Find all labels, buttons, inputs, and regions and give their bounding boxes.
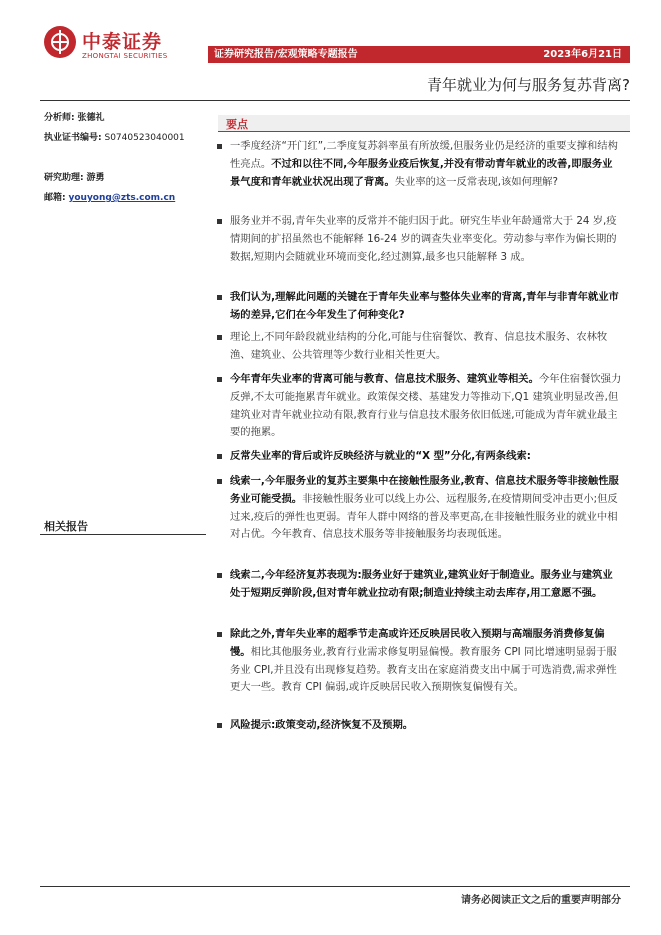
logo-emblem-icon bbox=[44, 26, 76, 58]
related-reports-heading: 相关报告 bbox=[44, 520, 88, 533]
related-reports-divider bbox=[40, 534, 206, 535]
cert-label: 执业证书编号: bbox=[44, 133, 102, 143]
title-divider bbox=[40, 100, 630, 101]
email-link[interactable]: youyong@zts.com.cn bbox=[68, 193, 176, 203]
analyst-row bbox=[44, 110, 105, 123]
bullet-icon bbox=[217, 377, 222, 382]
assistant-name: 游勇 bbox=[86, 173, 105, 183]
company-logo bbox=[44, 26, 194, 68]
analyst-name: 张德礼 bbox=[77, 113, 105, 123]
keypoint-paragraph: 理论上,不同年龄段就业结构的分化,可能与住宿餐饮、教育、信息技术服务、农林牧渔、建筑业、公共管理等少数行业相关性更大。 bbox=[230, 329, 622, 365]
keypoint-paragraph: 除此之外,青年失业率的超季节走高或许还反映居民收入预期与高端服务消费修复偏慢。相比其他服务业,教育行业需求修复明显偏慢。教育服务 CPI 同比增速明显弱于服务业 CPI,并且没有出现修复趋势。教育支出在家庭消费支出中属于可选消费,需求弹性更大一些。教育 CPI 偏弱,或许反映居民收入预期恢复偏慢有关。 bbox=[230, 626, 622, 697]
bullet-icon bbox=[217, 295, 222, 300]
cert-row bbox=[44, 130, 185, 143]
keypoints-header bbox=[218, 115, 630, 131]
email-label: 邮箱: bbox=[44, 193, 66, 203]
bullet-icon bbox=[217, 454, 222, 459]
bullet-icon bbox=[217, 479, 222, 484]
bullet-icon bbox=[217, 723, 222, 728]
report-date: 2023年6月21日 bbox=[543, 49, 622, 60]
keypoint-paragraph: 一季度经济“开门红”,二季度复苏斜率虽有所放缓,但服务业仍是经济的重要支撑和结构性亮点。不过和以往不同,今年服务业疫后恢复,并没有带动青年就业的改善,即服务业景气度和青年就业状况出现了背离。失业率的这一反常表现,该如何理解? bbox=[230, 138, 622, 191]
logo-name-en: ZHONGTAI SECURITIES bbox=[82, 52, 168, 60]
keypoint-paragraph: 风险提示:政策变动,经济恢复不及预期。 bbox=[230, 717, 622, 735]
bullet-icon bbox=[217, 632, 222, 637]
bullet-icon bbox=[217, 219, 222, 224]
keypoints-label: 要点 bbox=[226, 118, 248, 131]
report-header-bar bbox=[208, 46, 630, 63]
keypoint-paragraph: 服务业并不弱,青年失业率的反常并不能归因于此。研究生毕业年龄通常大于 24 岁,疫情期间的扩招虽然也不能解释 16-24 岁的调查失业率变化。劳动参与率作为偏长期的数据,短期内会随就业环境而变化,经过测算,最多也只能解释 3 成。 bbox=[230, 213, 622, 266]
keypoint-paragraph: 今年青年失业率的背离可能与教育、信息技术服务、建筑业等相关。今年住宿餐饮强力反弹,不太可能拖累青年就业。政策保交楼、基建发力等推动下,Q1 建筑业明显改善,但建筑业对青年就业拉动有限,教育行业与信息技术服务依旧低迷,可能成为青年就业最主要的拖累。 bbox=[230, 371, 622, 442]
keypoint-paragraph: 反常失业率的背后或许反映经济与就业的“X 型”分化,有两条线索: bbox=[230, 448, 622, 466]
keypoint-paragraph: 线索一,今年服务业的复苏主要集中在接触性服务业,教育、信息技术服务等非接触性服务业可能受损。非接触性服务业可以线上办公、远程服务,在疫情期间受冲击更小;但反过来,疫后的弹性也更弱。青年人群中网络的普及率更高,在非接触性服务业的就业中相对占优。今年教育、信息技术服务等非接触服务均表现低迷。 bbox=[230, 473, 622, 544]
analyst-label: 分析师: bbox=[44, 113, 75, 123]
assistant-label: 研究助理: bbox=[44, 173, 84, 183]
footer-disclaimer: 请务必阅读正文之后的重要声明部分 bbox=[461, 895, 621, 906]
email-row bbox=[44, 190, 175, 203]
keypoint-paragraph: 我们认为,理解此问题的关键在于青年失业率与整体失业率的背离,青年与非青年就业市场的差异,它们在今年发生了何种变化? bbox=[230, 289, 622, 325]
bullet-icon bbox=[217, 144, 222, 149]
bullet-icon bbox=[217, 335, 222, 340]
keypoint-paragraph: 线索二,今年经济复苏表现为:服务业好于建筑业,建筑业好于制造业。服务业与建筑业处于短期反弹阶段,但对青年就业拉动有限;制造业持续主动去库存,用工意愿不强。 bbox=[230, 567, 622, 603]
page-title: 青年就业为何与服务复苏背离? bbox=[427, 76, 630, 94]
keypoints-divider bbox=[218, 131, 630, 132]
cert-value: S0740523040001 bbox=[104, 133, 185, 143]
bullet-icon bbox=[217, 573, 222, 578]
footer-divider bbox=[40, 886, 630, 887]
logo-name-cn: 中泰证券 bbox=[82, 31, 163, 53]
report-category: 证券研究报告/宏观策略专题报告 bbox=[214, 49, 358, 60]
assistant-row bbox=[44, 170, 105, 183]
